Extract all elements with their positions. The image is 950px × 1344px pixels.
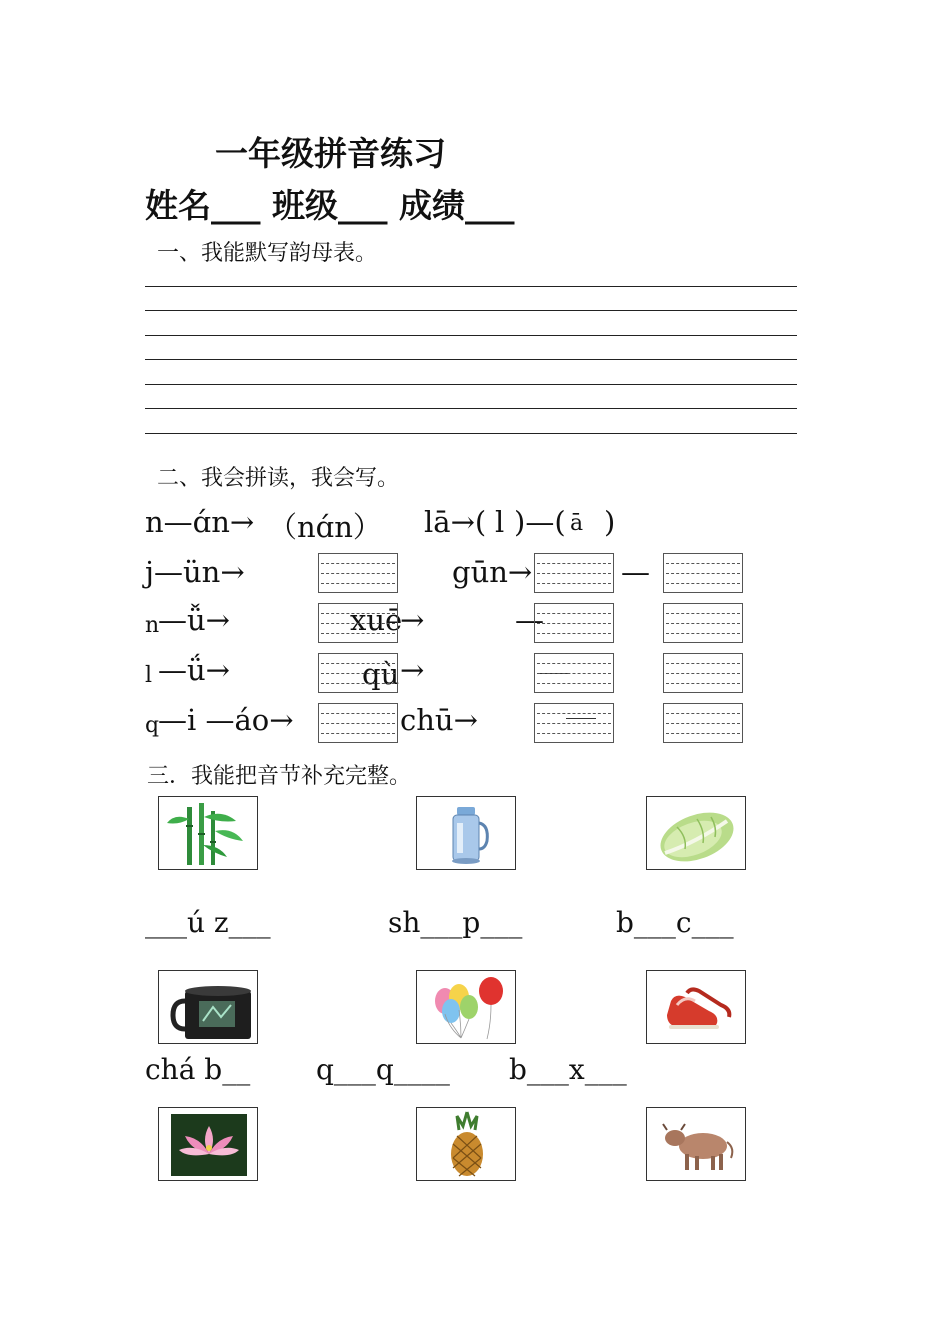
syllable-blank[interactable]: chá b__ (145, 1053, 251, 1086)
split-example: lā→( (424, 505, 487, 539)
pinyin-writing-box[interactable] (318, 553, 398, 593)
syllable-blank[interactable]: b___x___ (509, 1053, 627, 1086)
pineapple-picture (416, 1107, 516, 1181)
bamboo-picture (158, 796, 258, 870)
writing-line[interactable] (145, 335, 797, 336)
split-connector: — (515, 603, 544, 637)
arrow: → (400, 603, 425, 637)
pinyin-writing-box[interactable] (663, 703, 743, 743)
cabbage-picture (646, 796, 746, 870)
pinyin-writing-box[interactable] (534, 603, 614, 643)
spelling-prompt: j—ün→ (145, 555, 245, 589)
split-prompt: chū→ (400, 703, 478, 737)
spelling-prompt: —i —áo→ (158, 703, 294, 737)
writing-line[interactable] (145, 384, 797, 385)
spelling-prompt: —ǚ→ (158, 603, 230, 637)
pinyin-writing-box[interactable] (663, 603, 743, 643)
writing-line[interactable] (145, 286, 797, 287)
syllable-blank[interactable]: q___q____ (316, 1053, 450, 1086)
writing-line[interactable] (145, 359, 797, 360)
pinyin-writing-box[interactable] (318, 653, 398, 693)
pinyin-writing-box[interactable] (318, 603, 398, 643)
lotus-picture (158, 1107, 258, 1181)
mug-picture (158, 970, 258, 1044)
writing-line[interactable] (145, 310, 797, 311)
pinyin-writing-box[interactable] (663, 653, 743, 693)
syllable-blank[interactable]: b___c___ (616, 906, 734, 939)
initial-letter: n (145, 613, 160, 638)
split-connector: — (621, 555, 650, 589)
writing-line[interactable] (145, 408, 797, 409)
syllable-blank[interactable]: sh___p___ (388, 906, 523, 939)
page-title: 一年级拼音练习 (215, 134, 446, 173)
section3-heading: 三．我能把音节补充完整。 (147, 764, 412, 789)
section1-heading: 一、我能默写韵母表。 (157, 241, 378, 266)
split-prompt: qù (362, 657, 400, 691)
spelling-prompt: —ǘ→ (158, 653, 230, 687)
split-prompt: xuē (350, 603, 403, 637)
balloons-picture (416, 970, 516, 1044)
initial-letter: q (145, 713, 160, 738)
cow-picture (646, 1107, 746, 1181)
pinyin-writing-box[interactable] (534, 553, 614, 593)
split-close: ) (604, 505, 616, 539)
split-initial: l (495, 505, 505, 539)
section2-heading: 二、我会拼读，我会写。 (157, 466, 400, 491)
split-connector: )—( (514, 505, 566, 539)
spelling-prompt: gūn→ (452, 555, 533, 589)
thermos-picture (416, 796, 516, 870)
split-final: ā (570, 511, 584, 536)
shoes-picture (646, 970, 746, 1044)
pinyin-writing-box[interactable] (534, 653, 614, 693)
syllable-blank[interactable]: ___ú z___ (145, 906, 271, 939)
pinyin-writing-box[interactable] (534, 703, 614, 743)
writing-line[interactable] (145, 433, 797, 434)
pinyin-writing-box[interactable] (318, 703, 398, 743)
spelling-answer: （nɑ́n） (268, 510, 382, 544)
spelling-example: n—ɑ́n→ (145, 505, 255, 539)
pinyin-writing-box[interactable] (663, 553, 743, 593)
student-info-line: 姓名___ 班级___ 成绩___ (145, 186, 515, 225)
arrow: → (400, 653, 425, 687)
initial-letter: l (145, 663, 153, 688)
